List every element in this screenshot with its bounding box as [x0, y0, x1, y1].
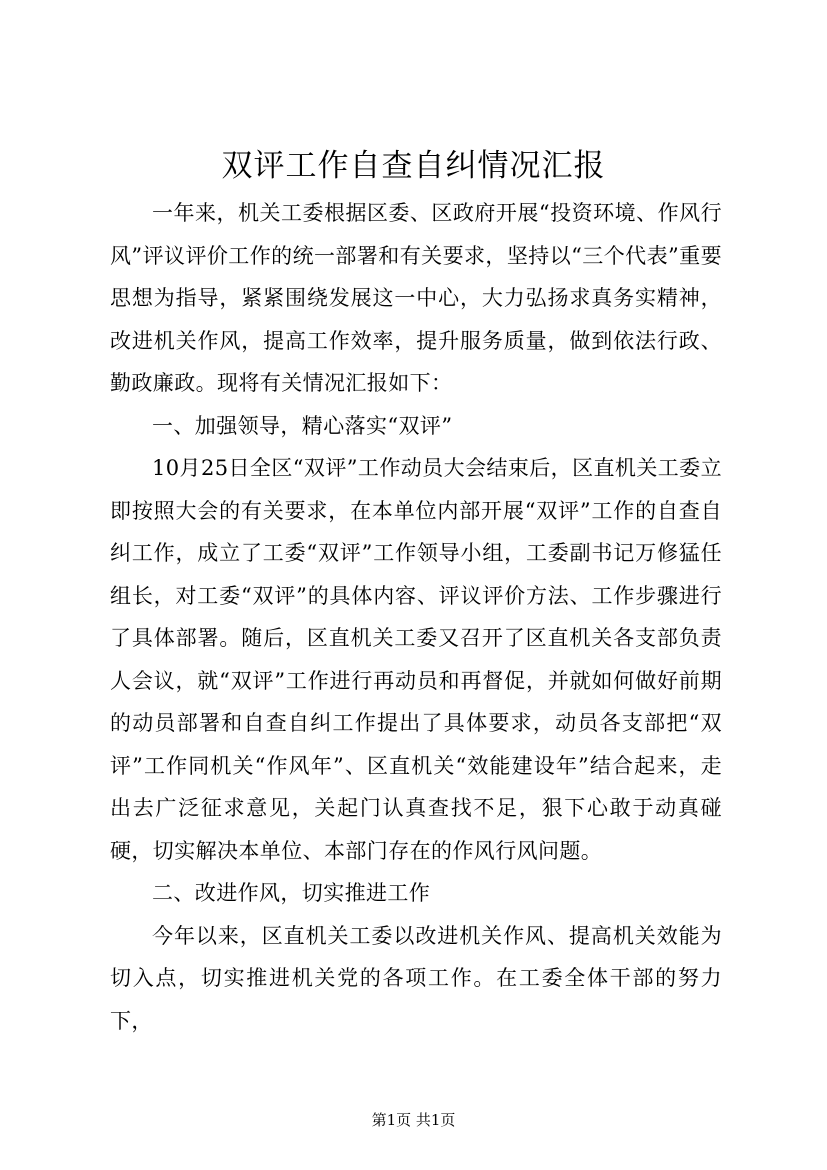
- section-heading-2: 二、改进作风，切实推进工作: [152, 881, 431, 905]
- paragraph-intro: 一年来，机关工委根据区委、区政府开展“投资环境、作风行风”评议评价工作的统一部署和有关要求，坚持以“三个代表”重要思想为指导，紧紧围绕发展这一中心，大力弘扬求真务实精神，改进机关作风，提高工作效率，提升服务质量，做到依法行政、勤政廉政。现将有关情况汇报如下：: [110, 201, 722, 395]
- paragraph-section-2: 今年以来，区直机关工委以改进机关作风、提高机关效能为切入点，切实推进机关党的各项工作。在工委全体干部的努力下，: [110, 923, 722, 1033]
- document-title: 双评工作自查自纠情况汇报: [221, 148, 606, 184]
- section-heading-1: 一、加强领导，精心落实“双评”: [152, 413, 453, 438]
- paragraph-section-1: 10月25日全区“双评”工作动员大会结束后，区直机关工委立即按照大会的有关要求，在本单位内部开展“双评”工作的自查自纠工作，成立了工委“双评”工作领导小组，工委副书记万修猛任组长，对工委“双评”的具体内容、评议评价方法、工作步骤进行了具体部署。随后，区直机关工委又召开了区直机关各支部负责人会议，就“双评”工作进行再动员和再督促，并就如何做好前期的动员部署和自查自纠工作提出了具体要求，动员各支部把“双评”工作同机关“作风年”、区直机关“效能建设年”结合起来，走出去广泛征求意见，关起门认真查找不足，狠下心敢于动真碰硬，切实解决本单位、本部门存在的作风行风问题。: [110, 456, 722, 863]
- page-footer: 第1页 共1页: [371, 1111, 456, 1129]
- document-body: [110, 192, 722, 1042]
